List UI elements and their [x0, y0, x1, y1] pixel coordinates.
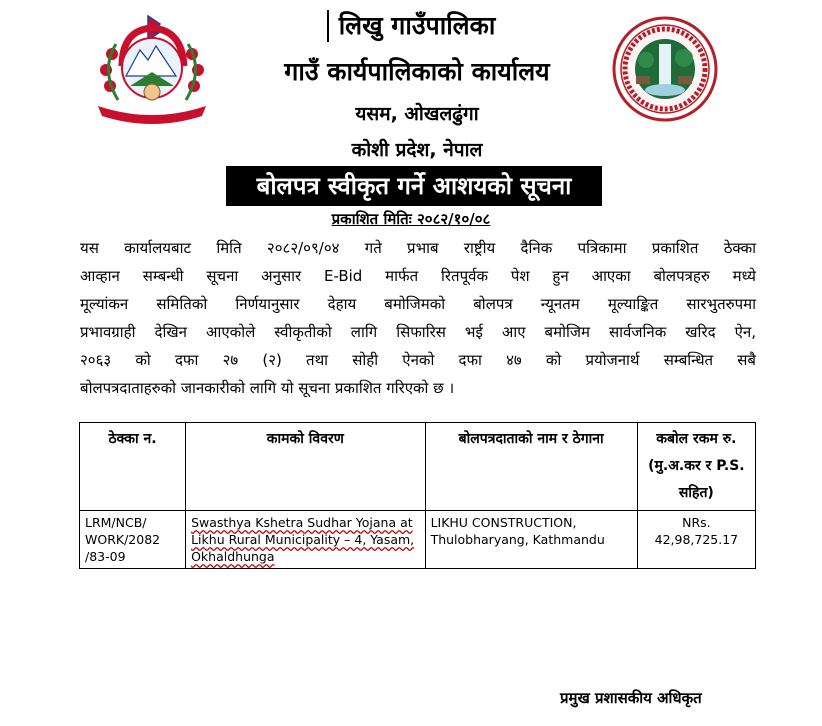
publication-date-text: प्रकाशित मितिः २०८२/१०/०८	[331, 210, 491, 228]
tender-table	[79, 422, 756, 569]
work-description-text: Swasthya Kshetra Sudhar Yojana at Likhu Rural Municipality – 4, Yasam, Okhaldhunga	[191, 515, 415, 564]
notice-title: बोलपत्र स्वीकृत गर्ने आशयको सूचना	[226, 166, 602, 206]
table-row	[80, 511, 756, 569]
body-line: बोलपत्रदाताहरुको जानकारीको लागि यो सूचना प्रकाशित गरिएको छ ।	[80, 379, 455, 397]
province-country: कोशी प्रदेश, नेपाल	[351, 139, 483, 161]
office-name: गाउँ कार्यपालिकाको कार्यालय	[284, 57, 550, 86]
cell-contract-no: LRM/NCB/ WORK/2082 /83-09	[80, 511, 186, 569]
header-bidder-name-address: बोलपत्रदाताको नाम र ठेगाना	[425, 423, 637, 511]
publication-date	[0, 209, 822, 229]
body-line: २०६३ को दफा २७ (२) तथा सोही ऐनको दफा ४७ को प्रयोजनार्थ सम्बन्धित सबै	[80, 351, 756, 369]
signoff-title: प्रमुख प्रशासकीय अधिकृत	[560, 689, 702, 707]
header-work-description: कामको विवरण	[186, 423, 425, 511]
header-contract-no: ठेक्का न.	[80, 423, 186, 511]
cell-bidder: LIKHU CONSTRUCTION, Thulobharyang, Kathmandu	[425, 511, 637, 569]
body-line: आव्हान सम्बन्धी सूचना अनुसार E-Bid मार्फत रितपूर्वक पेश हुन आएका बोलपत्रहरु मध्ये	[80, 267, 756, 285]
cell-work-description	[186, 511, 425, 569]
body-line: प्रभावग्राही देखिन आएकोले स्वीकृतीको लागि सिफारिस भई आए बमोजिम सार्वजनिक खरिद ऐन,	[80, 323, 756, 341]
body-line: मूल्यांकन समितिको निर्णयानुसार देहाय बमोजिमको बोलपत्र न्यूनतम मूल्याङ्कित सारभुतरुपमा	[80, 295, 756, 313]
cell-amount: NRs. 42,98,725.17	[637, 511, 755, 569]
municipality-name: लिखु गाउँपालिका	[338, 11, 496, 40]
office-location: यसम, ओखलढुंगा	[355, 103, 479, 125]
table-header-row	[80, 423, 756, 511]
header-bid-amount: कबोल रकम रु. (मु.अ.कर र P.S. सहित)	[637, 423, 755, 511]
body-line: यस कार्यालयबाट मिति २०८२/०९/०४ गते प्रभाब राष्ट्रीय दैनिक पत्रिकामा प्रकाशित ठेक्का	[80, 239, 756, 257]
